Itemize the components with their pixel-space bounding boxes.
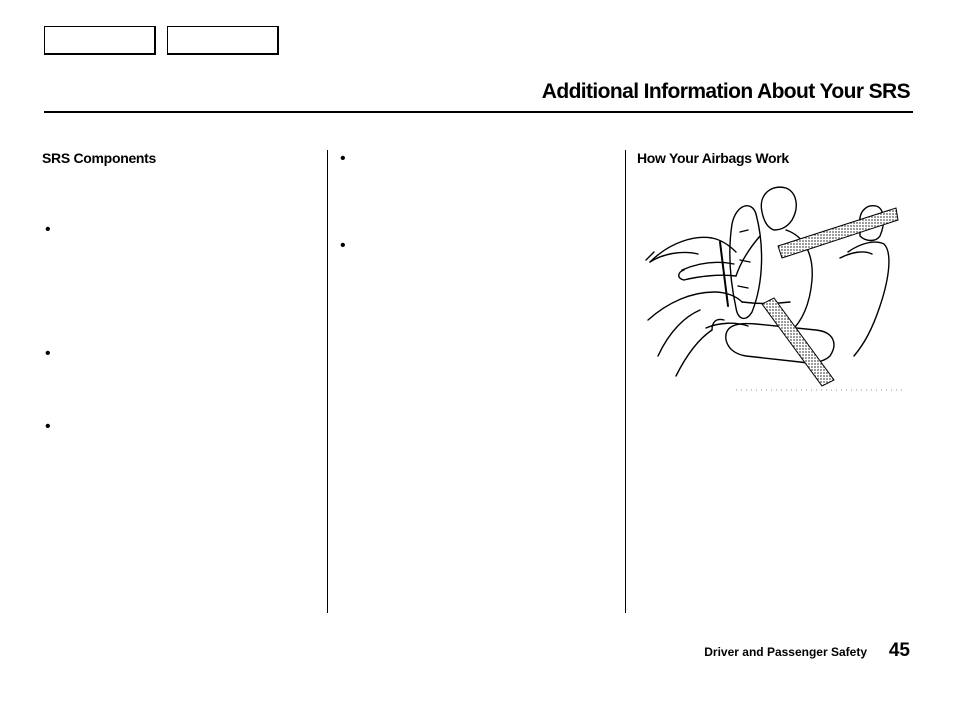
srs-components-heading: SRS Components <box>42 150 157 166</box>
airbag-deployment-illustration-icon <box>640 180 910 395</box>
bullet-icon: • <box>45 418 51 435</box>
title-divider <box>44 111 913 113</box>
nav-button-next[interactable] <box>167 26 279 55</box>
column-divider-left <box>327 150 328 613</box>
footer-section-label: Driver and Passenger Safety <box>704 645 867 659</box>
page-title: Additional Information About Your SRS <box>541 80 910 103</box>
column-divider-right <box>625 150 626 613</box>
bullet-icon: • <box>340 237 346 254</box>
bullet-icon: • <box>45 345 51 362</box>
how-airbags-work-heading: How Your Airbags Work <box>637 150 789 166</box>
bullet-icon: • <box>340 150 346 167</box>
nav-button-previous[interactable] <box>44 26 156 55</box>
bullet-icon: • <box>45 221 51 238</box>
page-number: 45 <box>888 640 910 661</box>
